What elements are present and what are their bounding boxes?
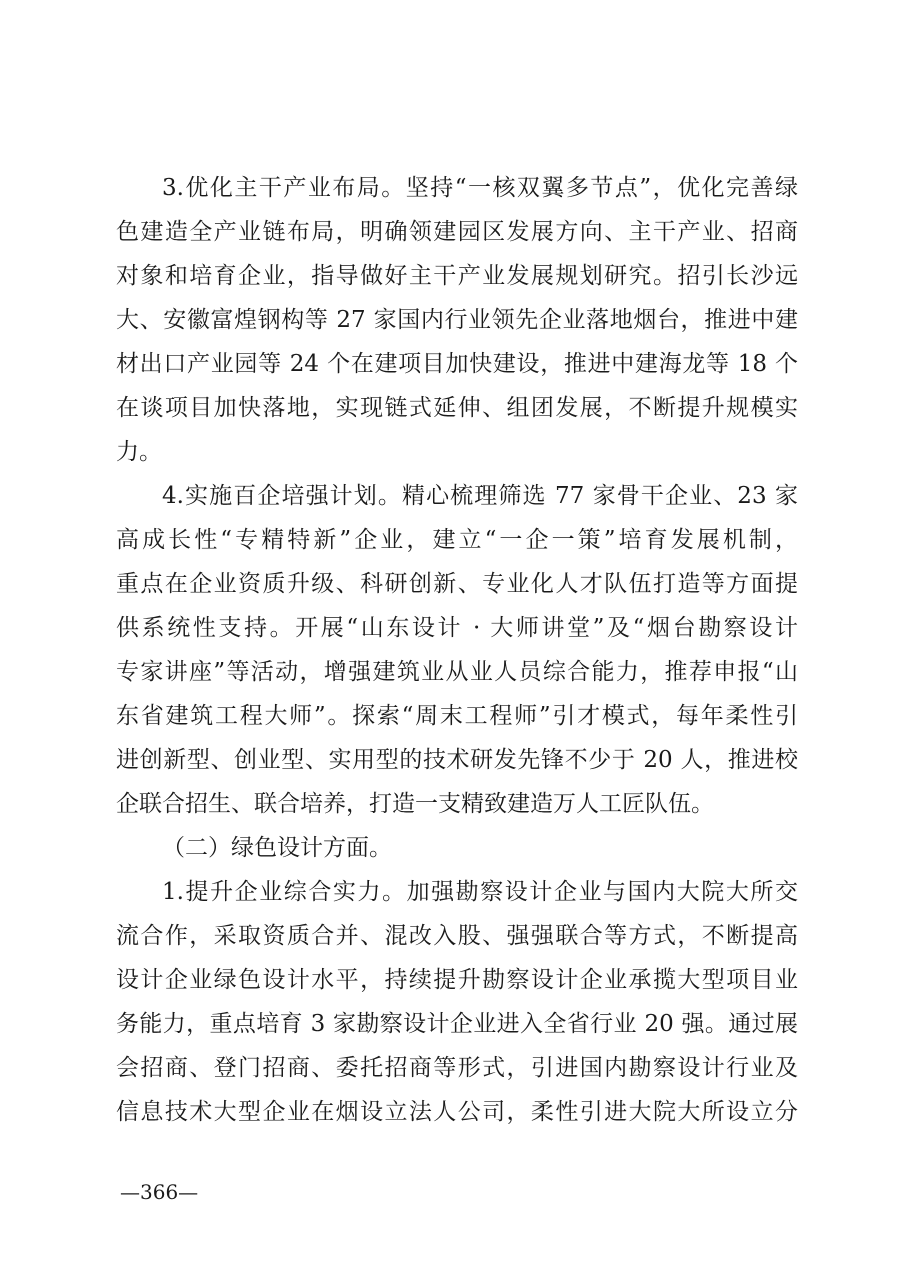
text-line: 信息技术大型企业在烟设立法人公司，柔性引进大院大所设立分	[116, 1099, 798, 1125]
text-line: 色建造全产业链布局，明确领建园区发展方向、主干产业、招商	[116, 219, 798, 245]
text-line: 材出口产业园等 24 个在建项目加快建设，推进中建海龙等 18 个	[116, 351, 798, 377]
text-line: 专家讲座”等活动，增强建筑业从业人员综合能力，推荐申报“山	[116, 659, 798, 685]
text-line: 大、安徽富煌钢构等 27 家国内行业领先企业落地烟台，推进中建	[116, 307, 798, 333]
page-number: —366—	[120, 1180, 199, 1204]
text-line: 进创新型、创业型、实用型的技术研发先锋不少于 20 人，推进校	[116, 747, 798, 773]
text-line: 会招商、登门招商、委托招商等形式，引进国内勘察设计行业及	[116, 1055, 798, 1081]
text-line: 力。	[116, 439, 162, 465]
text-line: 东省建筑工程大师”。探索“周末工程师”引才模式，每年柔性引	[116, 703, 798, 729]
section-heading-text: （二）绿色设计方面。	[162, 835, 392, 861]
text-line: 4.实施百企培强计划。精心梳理筛选 77 家骨干企业、23 家	[162, 483, 798, 509]
text-line: 务能力，重点培育 3 家勘察设计企业进入全省行业 20 强。通过展	[116, 1011, 798, 1037]
text-line: 在谈项目加快落地，实现链式延伸、组团发展，不断提升规模实	[116, 395, 798, 421]
text-line: 供系统性支持。开展“山东设计 · 大师讲堂”及“烟台勘察设计	[116, 615, 798, 641]
document-body	[116, 166, 798, 1134]
paragraph-optimize-industry-layout	[116, 166, 798, 474]
text-line: 高成长性“专精特新”企业，建立“一企一策”培育发展机制，	[116, 527, 798, 553]
text-line: 重点在企业资质升级、科研创新、专业化人才队伍打造等方面提	[116, 571, 798, 597]
paragraph-hundred-enterprises-plan	[116, 474, 798, 826]
section-heading-green-design	[116, 826, 798, 870]
text-line: 1.提升企业综合实力。加强勘察设计企业与国内大院大所交	[162, 879, 798, 905]
paragraph-enterprise-strength	[116, 870, 798, 1134]
text-line: 对象和培育企业，指导做好主干产业发展规划研究。招引长沙远	[116, 263, 798, 289]
text-line: 流合作，采取资质合并、混改入股、强强联合等方式，不断提高	[116, 923, 798, 949]
text-line: 3.优化主干产业布局。坚持“一核双翼多节点”，优化完善绿	[162, 175, 798, 201]
text-line: 设计企业绿色设计水平，持续提升勘察设计企业承揽大型项目业	[116, 967, 798, 993]
text-line: 企联合招生、联合培养，打造一支精致建造万人工匠队伍。	[116, 791, 714, 817]
